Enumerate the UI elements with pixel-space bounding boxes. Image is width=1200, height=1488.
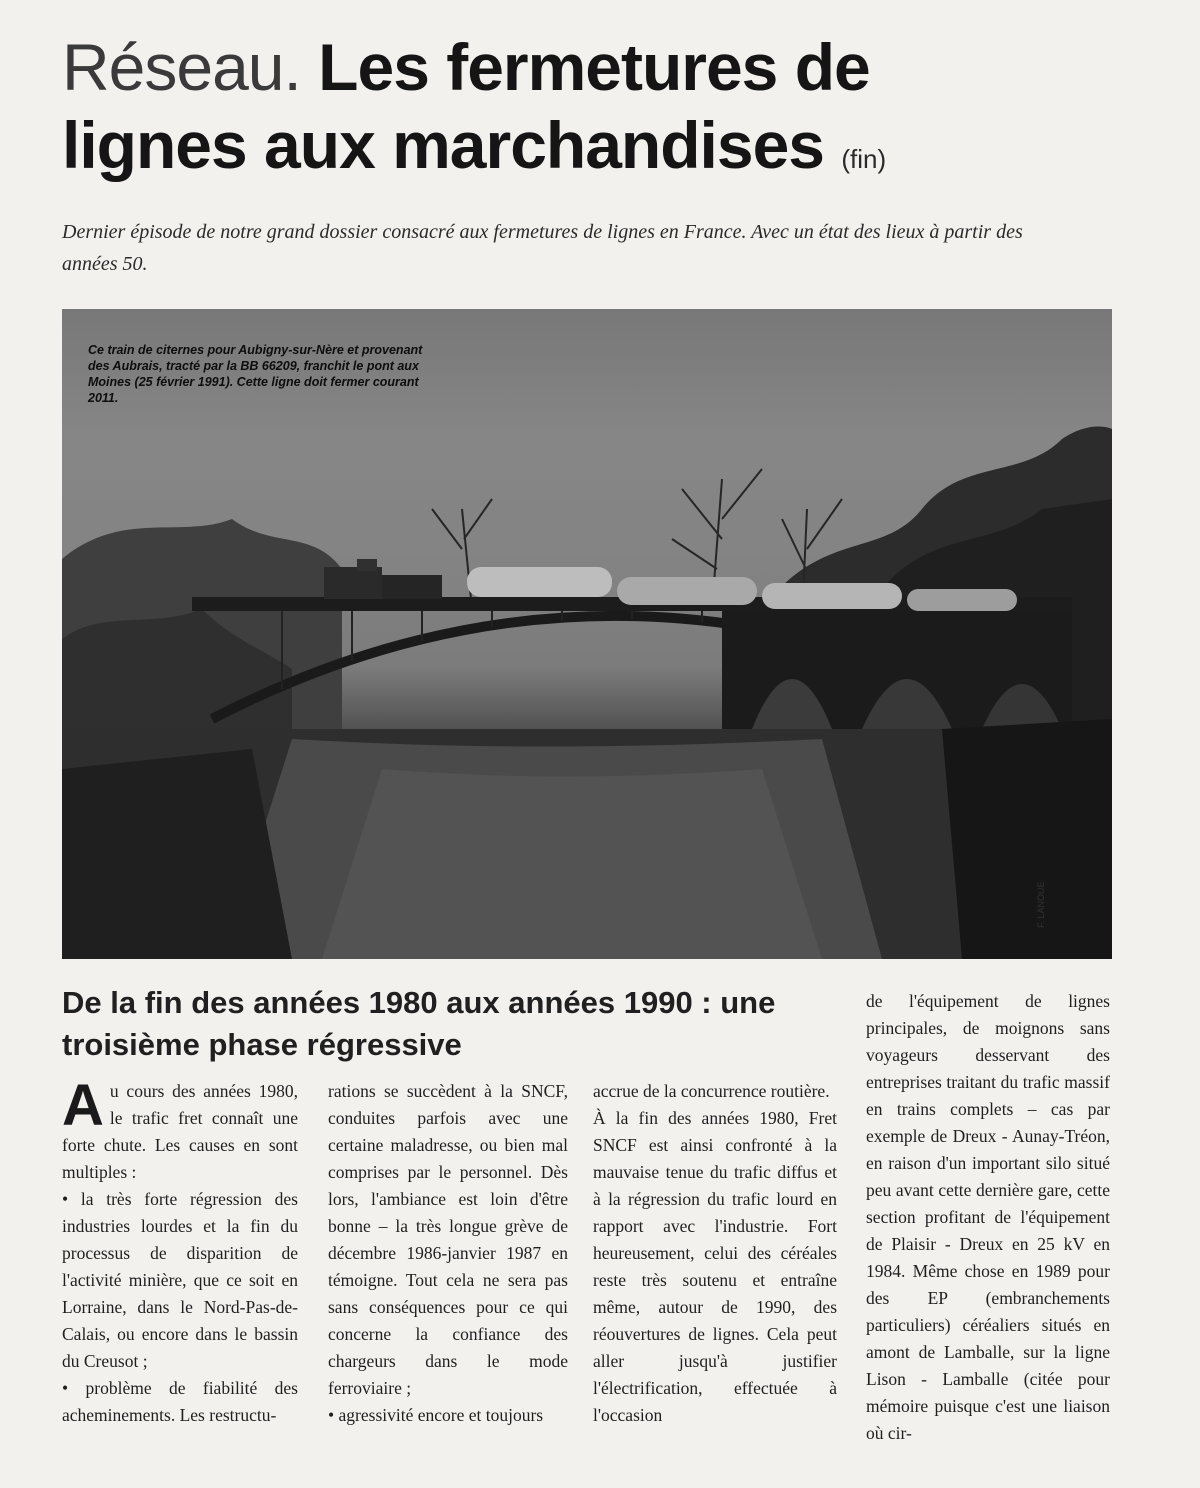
photo-illustration: [62, 309, 1112, 959]
text-column-2: [328, 1078, 568, 1429]
photo-credit: F. LANOUE: [1036, 881, 1046, 928]
paragraph: À la fin des années 1980, Fret SNCF est ainsi confronté à la mauvaise tenue du trafic diffus et à la régression du trafic lourd en rapport avec l'industrie. Fort heureusement, celui des céréales reste très soutenu et entraîne même, autour de 1990, des réouvertures de lignes. Cela peut aller jusqu'à justifier l'électrification, effectuée à l'occasion: [593, 1108, 837, 1425]
standfirst: Dernier épisode de notre grand dossier consacré aux fermetures de lignes en France. Avec un état des lieux à partir des années 50.: [62, 221, 1023, 275]
article-title: [62, 28, 1062, 198]
title-suffix: (fin): [841, 144, 887, 174]
text-column-1: [62, 1073, 298, 1429]
paragraph: de l'équipement de lignes principales, de moignons sans voyageurs desservant des entreprises traitant du trafic massif en trains complets – cas par exemple de Dreux - Aunay-Tréon, en raison d'un important silo situé peu avant cette dernière gare, cette section profitant de l'équipement de Plaisir - Dreux en 25 kV en 1984. Même chose en 1989 pour des EP (embranchements particuliers) céréaliers situés en amont de Lamballe, sur la ligne Lison - Lamballe (citée pour mémoire puisque c'est une liaison où cir-: [866, 991, 1110, 1443]
paragraph: [62, 1073, 298, 1186]
title-kicker: Réseau.: [62, 30, 301, 104]
paragraph: rations se succèdent à la SNCF, conduites parfois avec une certaine maladresse, ou bien mal comprises par le personnel. Dès lors, l'ambiance est loin d'être bonne – la très longue grève de décembre 1986-janvier 1987 en témoigne. Tout cela ne sera pas sans conséquences pour ce qui concerne la confiance des chargeurs dans le mode ferroviaire ;: [328, 1081, 568, 1398]
bullet-item: • problème de fiabilité des acheminements. Les restructu-: [62, 1375, 298, 1429]
text-column-4: [866, 988, 1110, 1447]
bullet-item: • agressivité encore et toujours: [328, 1402, 568, 1429]
bullet-item: • la très forte régression des industries lourdes et la fin du processus de disparition de l'activité minière, que ce soit en Lorraine, dans le Nord-Pas-de-Calais, ou encore dans le bassin du Creusot ;: [62, 1186, 298, 1375]
drop-cap: A: [62, 1073, 104, 1138]
section-heading: De la fin des années 1980 aux années 1990 : une troisième phase régressive: [62, 985, 776, 1062]
paragraph: accrue de la concurrence routière.: [593, 1081, 830, 1101]
paragraph-text: u cours des années 1980, le trafic fret connaît une forte chute. Les causes en sont multiples :: [62, 1081, 298, 1182]
train-bridge-photo: [62, 309, 1112, 959]
text-column-3: [593, 1078, 837, 1429]
photo-caption: Ce train de citernes pour Aubigny-sur-Nère et provenant des Aubrais, tracté par la BB 66209, franchit le pont aux Moines (25 février 1991). Cette ligne doit fermer courant 2011.: [88, 343, 423, 405]
title-main: Les fermetures de lignes aux marchandises: [62, 30, 870, 182]
